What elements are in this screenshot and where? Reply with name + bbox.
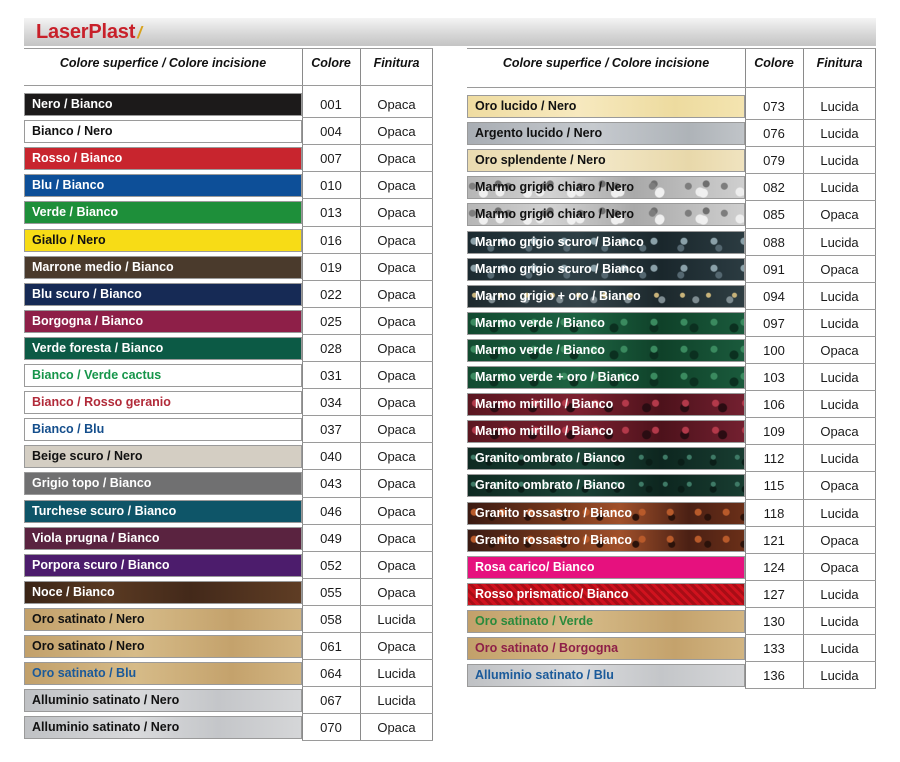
finish-type: Opaca (377, 313, 416, 329)
color-code: 031 (320, 368, 342, 383)
color-swatch-label: Verde foresta / Bianco (24, 337, 302, 360)
finish-type: Lucida (820, 586, 859, 602)
table-row (24, 118, 433, 145)
table-row (24, 227, 433, 254)
grid-line (467, 48, 876, 49)
grid-line (24, 85, 433, 86)
color-swatch-label: Marmo grigio chiaro / Nero (467, 176, 745, 199)
grid-line (745, 255, 876, 256)
table-row (467, 147, 876, 174)
finish-type: Lucida (820, 370, 859, 385)
finish-type: Lucida (820, 234, 859, 250)
color-code: 100 (763, 342, 785, 358)
color-code: 085 (763, 207, 785, 223)
grid-line (745, 309, 876, 310)
grid-line (302, 361, 433, 362)
color-swatch-label: Rosso / Bianco (24, 147, 302, 170)
header-colore-superfice: Colore superfice / Colore incisione (59, 56, 267, 70)
color-code: 007 (320, 151, 342, 167)
color-swatch-label: Marmo grigio chiaro / Nero (467, 203, 745, 226)
finish-type: Lucida (377, 693, 416, 709)
finish-type: Opaca (820, 559, 859, 575)
header-colore-superfice: Colore superfice / Colore incisione (502, 56, 710, 70)
finish-type: Opaca (377, 368, 416, 383)
color-code: 106 (763, 397, 785, 413)
color-swatch-label: Grigio topo / Bianco (24, 472, 302, 495)
finish-type: Lucida (820, 126, 859, 142)
color-swatch-label: Giallo / Nero (24, 229, 302, 252)
color-swatch-label: Oro splendente / Nero (467, 149, 745, 172)
color-code: 013 (320, 205, 342, 221)
color-code: 127 (763, 586, 785, 602)
finish-type: Opaca (820, 261, 859, 277)
table-row (24, 172, 433, 199)
finish-type: Opaca (820, 207, 859, 223)
color-swatch-label: Alluminio satinato / Nero (24, 689, 302, 712)
color-swatch-label: Marmo mirtillo / Bianco (467, 393, 745, 416)
table-row (24, 470, 433, 497)
grid-line (302, 280, 433, 281)
finish-type: Opaca (820, 342, 859, 358)
table-row (467, 527, 876, 554)
table-row (24, 281, 433, 308)
color-code: 124 (763, 559, 785, 575)
color-swatch-label: Marmo grigio scuro / Bianco (467, 231, 745, 254)
header-finitura: Finitura (816, 56, 863, 70)
grid-line (302, 117, 433, 118)
grid-line (745, 634, 876, 635)
color-swatch-label: Oro satinato / Nero (24, 608, 302, 631)
grid-line (302, 226, 433, 227)
color-swatch-label: Alluminio satinato / Blu (467, 664, 745, 687)
color-code: 022 (320, 286, 342, 302)
table-row (24, 389, 433, 416)
table-row (467, 201, 876, 228)
color-code: 043 (320, 476, 342, 492)
color-swatch-label: Marrone medio / Bianco (24, 256, 302, 279)
color-code: 052 (320, 557, 342, 573)
finish-type: Opaca (820, 424, 859, 440)
finish-type: Lucida (820, 180, 859, 196)
finish-type: Lucida (820, 668, 859, 684)
table-row (24, 308, 433, 335)
grid-line (745, 471, 876, 472)
color-swatch-label: Argento lucido / Nero (467, 122, 745, 145)
color-code: 064 (320, 666, 342, 682)
table-row (24, 416, 433, 443)
color-code: 079 (763, 153, 785, 169)
grid-line (745, 417, 876, 418)
color-code: 004 (320, 124, 342, 140)
table-row (467, 445, 876, 472)
grid-line (302, 497, 433, 498)
grid-line (302, 713, 433, 714)
grid-line (745, 48, 746, 689)
table-row (467, 608, 876, 635)
finish-type: Lucida (820, 451, 859, 467)
color-code: 109 (763, 424, 785, 440)
table-row (467, 391, 876, 418)
color-swatch-label: Bianco / Nero (24, 120, 302, 143)
grid-line (745, 499, 876, 500)
color-swatch-label: Granito rossastro / Bianco (467, 502, 745, 525)
table-row (467, 662, 876, 689)
grid-line (745, 526, 876, 527)
finish-type: Opaca (377, 395, 416, 411)
color-code: 082 (763, 180, 785, 196)
color-swatch-label: Viola prugna / Bianco (24, 527, 302, 550)
header-colore: Colore (311, 56, 351, 70)
finish-type: Opaca (377, 205, 416, 221)
color-swatch-label: Rosso prismatico/ Bianco (467, 583, 745, 606)
grid-line (302, 442, 433, 443)
table-row (24, 633, 433, 660)
color-code: 121 (763, 532, 785, 548)
table-row (467, 500, 876, 527)
color-code: 046 (320, 503, 342, 519)
grid-line (24, 48, 433, 49)
grid-line (302, 198, 433, 199)
table-row (24, 579, 433, 606)
grid-line (302, 524, 433, 525)
grid-line (745, 228, 876, 229)
color-swatch-label: Noce / Bianco (24, 581, 302, 604)
finish-type: Opaca (377, 151, 416, 167)
table-row (24, 660, 433, 687)
table-row (24, 606, 433, 633)
color-swatch-label: Borgogna / Bianco (24, 310, 302, 333)
color-code: 103 (763, 370, 785, 385)
grid-line (302, 551, 433, 552)
finish-type: Opaca (377, 422, 416, 438)
grid-line (745, 146, 876, 147)
finish-type: Opaca (820, 478, 859, 494)
color-swatch-label: Turchese scuro / Bianco (24, 500, 302, 523)
color-code: 133 (763, 641, 785, 656)
grid-line (302, 307, 433, 308)
color-swatch-label: Verde / Bianco (24, 201, 302, 224)
finish-type: Lucida (820, 397, 859, 413)
color-code: 040 (320, 449, 342, 465)
color-swatch-label: Oro satinato / Borgogna (467, 637, 745, 660)
table-row (467, 174, 876, 201)
table-row (467, 93, 876, 120)
color-code: 091 (763, 261, 785, 277)
grid-line (302, 578, 433, 579)
grid-line (745, 553, 876, 554)
color-code: 073 (763, 99, 785, 114)
color-swatch-label: Granito ombrato / Bianco (467, 447, 745, 470)
finish-type: Opaca (377, 449, 416, 465)
finish-type: Opaca (377, 340, 416, 356)
color-code: 112 (763, 451, 785, 467)
finish-type: Opaca (820, 532, 859, 548)
finish-type: Lucida (820, 315, 859, 331)
color-code: 010 (320, 178, 342, 194)
color-code: 097 (763, 315, 785, 331)
table-row (24, 254, 433, 281)
table-row (24, 687, 433, 714)
table-row (24, 498, 433, 525)
finish-type: Opaca (377, 232, 416, 248)
color-swatch-label: Bianco / Rosso geranio (24, 391, 302, 414)
table-row (24, 714, 433, 741)
grid-line (302, 253, 433, 254)
color-swatch-label: Marmo grigio scuro / Bianco (467, 258, 745, 281)
color-swatch-label: Granito ombrato / Bianco (467, 474, 745, 497)
color-swatch-label: Marmo verde / Bianco (467, 339, 745, 362)
color-code: 061 (320, 639, 342, 654)
grid-line (302, 605, 433, 606)
table-row (24, 91, 433, 118)
brand-mark-icon: / (137, 23, 142, 42)
color-swatch-label: Nero / Bianco (24, 93, 302, 116)
color-swatch-label: Marmo mirtillo / Bianco (467, 420, 745, 443)
grid-line (302, 388, 433, 389)
color-swatch-label: Alluminio satinato / Nero (24, 716, 302, 739)
brand-name: LaserPlast (36, 21, 136, 43)
color-code: 118 (763, 505, 785, 521)
color-code: 019 (320, 259, 342, 275)
table-header (24, 48, 433, 82)
grid-line (302, 740, 433, 741)
color-code: 025 (320, 313, 342, 329)
color-swatch-label: Beige scuro / Nero (24, 445, 302, 468)
finish-type: Opaca (377, 720, 416, 736)
table-row (24, 199, 433, 226)
table-row (24, 552, 433, 579)
color-code: 076 (763, 126, 785, 142)
color-code: 001 (320, 97, 342, 112)
finish-type: Opaca (377, 97, 416, 112)
grid-line (745, 390, 876, 391)
color-code: 136 (763, 668, 785, 684)
table-row (467, 310, 876, 337)
grid-line (432, 48, 433, 741)
finish-type: Opaca (377, 530, 416, 546)
brand-bar (24, 18, 876, 46)
grid-line (302, 632, 433, 633)
header-finitura: Finitura (373, 56, 420, 70)
finish-type: Opaca (377, 178, 416, 194)
finish-type: Lucida (820, 613, 859, 629)
table-row (24, 362, 433, 389)
grid-line (302, 415, 433, 416)
color-code: 088 (763, 234, 785, 250)
table-row (467, 581, 876, 608)
finish-type: Opaca (377, 476, 416, 492)
grid-line (745, 688, 876, 689)
color-code: 058 (320, 611, 342, 627)
grid-line (467, 87, 876, 88)
color-code: 049 (320, 530, 342, 546)
color-code: 037 (320, 422, 342, 438)
table-row (24, 145, 433, 172)
color-code: 130 (763, 613, 785, 629)
finish-type: Opaca (377, 584, 416, 600)
finish-type: Lucida (820, 505, 859, 521)
color-code: 028 (320, 340, 342, 356)
grid-line (302, 334, 433, 335)
color-swatch-label: Blu / Bianco (24, 174, 302, 197)
grid-line (745, 119, 876, 120)
color-swatch-label: Blu scuro / Bianco (24, 283, 302, 306)
color-code: 034 (320, 395, 342, 411)
table-row (467, 337, 876, 364)
table-row (467, 418, 876, 445)
color-swatch-label: Rosa carico/ Bianco (467, 556, 745, 579)
grid-line (302, 659, 433, 660)
table-row (467, 229, 876, 256)
table-row (467, 283, 876, 310)
grid-line (302, 171, 433, 172)
color-swatch-label: Bianco / Verde cactus (24, 364, 302, 387)
finish-type: Opaca (377, 557, 416, 573)
grid-line (302, 144, 433, 145)
finish-type: Lucida (377, 666, 416, 682)
grid-line (745, 282, 876, 283)
grid-line (360, 48, 361, 741)
table-row (467, 554, 876, 581)
table-row (24, 443, 433, 470)
finish-type: Lucida (820, 99, 859, 114)
finish-type: Opaca (377, 286, 416, 302)
finish-type: Opaca (377, 259, 416, 275)
grid-line (803, 48, 804, 689)
brand-logo (36, 21, 142, 44)
finish-type: Lucida (377, 611, 416, 627)
grid-line (745, 336, 876, 337)
finish-type: Opaca (377, 639, 416, 654)
color-swatch-label: Oro satinato / Verde (467, 610, 745, 633)
table-row (467, 364, 876, 391)
finish-type: Lucida (820, 641, 859, 656)
color-code: 070 (320, 720, 342, 736)
table-header (467, 48, 876, 82)
finish-type: Lucida (820, 288, 859, 304)
table-row (467, 472, 876, 499)
finish-type: Lucida (820, 153, 859, 169)
table-row (467, 120, 876, 147)
grid-line (745, 661, 876, 662)
color-swatch-label: Bianco / Blu (24, 418, 302, 441)
color-swatch-label: Marmo grigio + oro / Bianco (467, 285, 745, 308)
grid-line (745, 173, 876, 174)
color-swatch-label: Marmo verde / Bianco (467, 312, 745, 335)
table-row (467, 256, 876, 283)
finish-type: Opaca (377, 124, 416, 140)
color-code: 115 (763, 478, 785, 494)
grid-line (302, 686, 433, 687)
table-row (24, 525, 433, 552)
color-swatch-label: Marmo verde + oro / Bianco (467, 366, 745, 389)
grid-line (302, 48, 303, 741)
table-row (24, 335, 433, 362)
color-code: 094 (763, 288, 785, 304)
grid-line (745, 363, 876, 364)
grid-line (745, 580, 876, 581)
table-row (467, 635, 876, 662)
color-swatch-label: Oro satinato / Nero (24, 635, 302, 658)
grid-line (745, 444, 876, 445)
grid-line (745, 607, 876, 608)
grid-line (875, 48, 876, 689)
color-swatch-label: Porpora scuro / Bianco (24, 554, 302, 577)
color-swatch-label: Oro lucido / Nero (467, 95, 745, 118)
grid-line (745, 200, 876, 201)
color-swatch-label: Granito rossastro / Bianco (467, 529, 745, 552)
color-code: 067 (320, 693, 342, 709)
header-colore: Colore (754, 56, 794, 70)
color-code: 016 (320, 232, 342, 248)
grid-line (302, 469, 433, 470)
finish-type: Opaca (377, 503, 416, 519)
color-swatch-label: Oro satinato / Blu (24, 662, 302, 685)
color-code: 055 (320, 584, 342, 600)
